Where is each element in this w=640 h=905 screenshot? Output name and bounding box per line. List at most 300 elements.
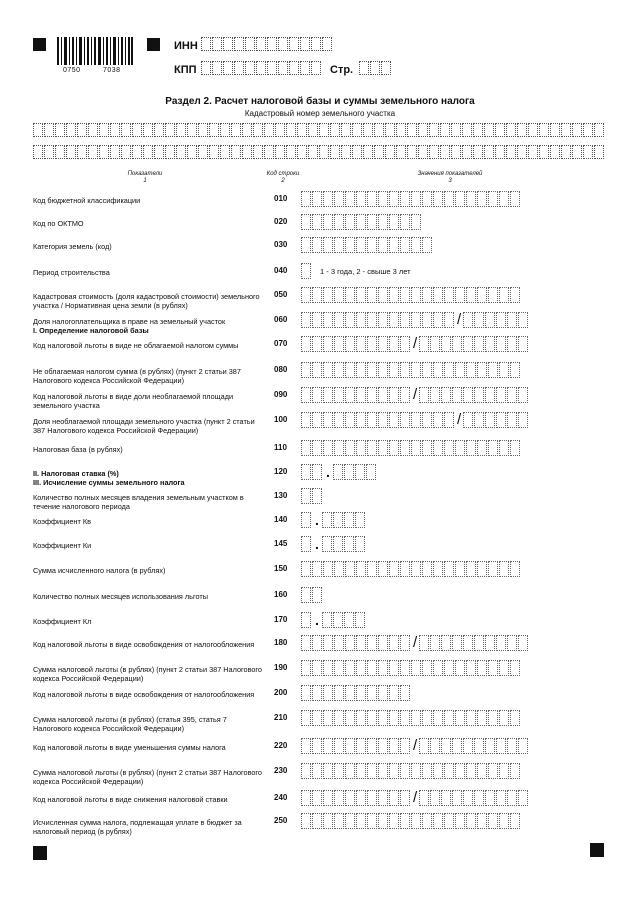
input-cell[interactable] — [344, 536, 354, 552]
input-cell[interactable] — [367, 237, 377, 253]
input-cell[interactable] — [389, 362, 399, 378]
cadastral-cell[interactable] — [242, 123, 252, 137]
input-cell[interactable] — [419, 635, 429, 651]
input-cell[interactable] — [485, 635, 495, 651]
input-cell[interactable] — [345, 237, 355, 253]
cadastral-cell[interactable] — [330, 123, 340, 137]
input-cell[interactable] — [455, 763, 465, 779]
cadastral-cell[interactable] — [231, 123, 241, 137]
input-cell[interactable] — [312, 488, 322, 504]
value-field-250[interactable] — [301, 813, 521, 829]
cadastral-cell[interactable] — [132, 123, 142, 137]
value-field-140[interactable] — [301, 512, 366, 528]
input-cell[interactable] — [430, 635, 440, 651]
value-field-210[interactable] — [301, 710, 521, 726]
cadastral-cell[interactable] — [539, 145, 549, 159]
cadastral-cell[interactable] — [242, 145, 252, 159]
input-cell[interactable] — [356, 312, 366, 328]
input-cell[interactable] — [378, 635, 388, 651]
input-cell[interactable] — [466, 362, 476, 378]
cadastral-cell[interactable] — [319, 123, 329, 137]
input-cell[interactable] — [345, 214, 355, 230]
input-cell[interactable] — [455, 813, 465, 829]
input-cell[interactable] — [488, 763, 498, 779]
input-cell[interactable] — [463, 412, 473, 428]
input-cell[interactable] — [334, 191, 344, 207]
cadastral-cell[interactable] — [440, 123, 450, 137]
input-cell[interactable] — [466, 660, 476, 676]
input-cell[interactable] — [301, 512, 311, 528]
input-cell[interactable] — [334, 790, 344, 806]
cadastral-cell[interactable] — [187, 123, 197, 137]
cadastral-cell[interactable] — [165, 123, 175, 137]
input-cell[interactable] — [463, 738, 473, 754]
cadastral-cell[interactable] — [264, 123, 274, 137]
input-cell[interactable] — [301, 387, 311, 403]
input-cell[interactable] — [510, 287, 520, 303]
cadastral-cell[interactable] — [209, 123, 219, 137]
input-cell[interactable] — [301, 263, 311, 279]
cadastral-cell[interactable] — [594, 123, 604, 137]
input-cell[interactable] — [356, 387, 366, 403]
input-cell[interactable] — [312, 685, 322, 701]
input-cell[interactable] — [433, 561, 443, 577]
input-cell[interactable] — [312, 635, 322, 651]
input-cell[interactable] — [323, 710, 333, 726]
cadastral-cell[interactable] — [550, 145, 560, 159]
cadastral-cell[interactable] — [517, 123, 527, 137]
input-cell[interactable] — [378, 387, 388, 403]
input-cell[interactable] — [355, 536, 365, 552]
input-cell[interactable] — [334, 214, 344, 230]
input-cell[interactable] — [400, 312, 410, 328]
cadastral-cell[interactable] — [473, 145, 483, 159]
input-cell[interactable] — [430, 738, 440, 754]
input-cell[interactable] — [323, 790, 333, 806]
input-cell[interactable] — [378, 738, 388, 754]
input-cell[interactable] — [510, 660, 520, 676]
input-cell[interactable] — [301, 336, 311, 352]
input-cell[interactable] — [389, 738, 399, 754]
input-cell[interactable] — [345, 287, 355, 303]
input-cell[interactable] — [345, 412, 355, 428]
cadastral-cell[interactable] — [154, 145, 164, 159]
cadastral-cell[interactable] — [209, 145, 219, 159]
cadastral-cell[interactable] — [462, 145, 472, 159]
value-field-080[interactable] — [301, 362, 521, 378]
input-cell[interactable] — [323, 191, 333, 207]
input-cell[interactable] — [433, 440, 443, 456]
input-cell[interactable] — [312, 561, 322, 577]
cadastral-cell[interactable] — [484, 123, 494, 137]
cadastral-cell[interactable] — [187, 145, 197, 159]
input-cell[interactable] — [419, 790, 429, 806]
input-cell[interactable] — [334, 763, 344, 779]
input-cell[interactable] — [499, 763, 509, 779]
value-field-060[interactable] — [301, 312, 529, 328]
input-cell[interactable] — [312, 813, 322, 829]
value-field-010[interactable] — [301, 191, 521, 207]
input-cell[interactable] — [356, 790, 366, 806]
cadastral-cell[interactable] — [253, 123, 263, 137]
cadastral-cell[interactable] — [77, 123, 87, 137]
input-cell[interactable] — [389, 412, 399, 428]
cadastral-cell[interactable] — [231, 145, 241, 159]
input-cell[interactable] — [474, 635, 484, 651]
cadastral-cell[interactable] — [341, 145, 351, 159]
value-field-240[interactable] — [301, 790, 529, 806]
input-cell[interactable] — [411, 214, 421, 230]
input-cell[interactable] — [455, 287, 465, 303]
input-cell[interactable] — [518, 738, 528, 754]
cadastral-cell[interactable] — [495, 123, 505, 137]
input-cell[interactable] — [345, 387, 355, 403]
cadastral-cell[interactable] — [418, 123, 428, 137]
cadastral-cell[interactable] — [308, 123, 318, 137]
input-cell[interactable] — [356, 763, 366, 779]
input-cell[interactable] — [378, 362, 388, 378]
input-cell[interactable] — [496, 738, 506, 754]
input-cell[interactable] — [444, 660, 454, 676]
input-cell[interactable] — [422, 763, 432, 779]
input-cell[interactable] — [378, 440, 388, 456]
input-cell[interactable] — [355, 464, 365, 480]
input-cell[interactable] — [334, 710, 344, 726]
input-cell[interactable] — [488, 287, 498, 303]
input-cell[interactable] — [312, 587, 322, 603]
input-cell[interactable] — [334, 561, 344, 577]
cadastral-cell[interactable] — [110, 123, 120, 137]
input-cell[interactable] — [301, 214, 311, 230]
page-number-field[interactable] — [359, 61, 392, 77]
input-cell[interactable] — [312, 464, 322, 480]
input-cell[interactable] — [301, 710, 311, 726]
cadastral-cell[interactable] — [451, 145, 461, 159]
input-cell[interactable] — [510, 561, 520, 577]
input-cell[interactable] — [334, 635, 344, 651]
input-cell[interactable] — [366, 464, 376, 480]
input-cell[interactable] — [367, 336, 377, 352]
input-cell[interactable] — [507, 312, 517, 328]
input-cell[interactable] — [334, 440, 344, 456]
input-cell[interactable] — [323, 561, 333, 577]
input-cell[interactable] — [455, 710, 465, 726]
cadastral-cell[interactable] — [539, 123, 549, 137]
cadastral-cell[interactable] — [407, 123, 417, 137]
input-cell[interactable] — [419, 336, 429, 352]
input-cell[interactable] — [312, 710, 322, 726]
input-cell[interactable] — [312, 312, 322, 328]
input-cell[interactable] — [477, 561, 487, 577]
input-cell[interactable] — [389, 440, 399, 456]
input-cell[interactable] — [389, 336, 399, 352]
value-field-070[interactable] — [301, 336, 529, 352]
cadastral-cell[interactable] — [363, 145, 373, 159]
input-cell[interactable] — [474, 412, 484, 428]
input-cell[interactable] — [510, 813, 520, 829]
input-cell[interactable] — [301, 660, 311, 676]
input-cell[interactable] — [301, 587, 311, 603]
input-cell[interactable] — [356, 813, 366, 829]
value-field-190[interactable] — [301, 660, 521, 676]
cadastral-cell[interactable] — [275, 145, 285, 159]
input-cell[interactable] — [518, 635, 528, 651]
input-cell[interactable] — [496, 412, 506, 428]
cadastral-cell[interactable] — [418, 145, 428, 159]
cadastral-cell[interactable] — [44, 123, 54, 137]
cadastral-cell[interactable] — [297, 145, 307, 159]
input-cell[interactable] — [411, 362, 421, 378]
input-cell[interactable] — [378, 685, 388, 701]
value-field-100[interactable] — [301, 412, 529, 428]
input-cell[interactable] — [452, 387, 462, 403]
input-cell[interactable] — [444, 813, 454, 829]
value-field-110[interactable] — [301, 440, 521, 456]
input-cell[interactable] — [322, 612, 332, 628]
input-cell[interactable] — [444, 312, 454, 328]
input-cell[interactable] — [367, 685, 377, 701]
input-cell[interactable] — [378, 214, 388, 230]
input-cell[interactable] — [367, 387, 377, 403]
input-cell[interactable] — [452, 738, 462, 754]
cadastral-cell[interactable] — [110, 145, 120, 159]
input-cell[interactable] — [485, 336, 495, 352]
input-cell[interactable] — [323, 813, 333, 829]
cadastral-cell[interactable] — [385, 145, 395, 159]
input-cell[interactable] — [477, 763, 487, 779]
input-cell[interactable] — [345, 336, 355, 352]
input-cell[interactable] — [345, 738, 355, 754]
input-cell[interactable] — [485, 412, 495, 428]
input-cell[interactable] — [322, 512, 332, 528]
input-cell[interactable] — [400, 710, 410, 726]
input-cell[interactable] — [344, 612, 354, 628]
input-cell[interactable] — [441, 336, 451, 352]
input-cell[interactable] — [400, 738, 410, 754]
input-cell[interactable] — [433, 412, 443, 428]
cadastral-cell[interactable] — [572, 123, 582, 137]
cadastral-cell[interactable] — [88, 123, 98, 137]
cadastral-cell[interactable] — [66, 123, 76, 137]
input-cell[interactable] — [499, 191, 509, 207]
input-cell[interactable] — [400, 214, 410, 230]
input-cell[interactable] — [378, 710, 388, 726]
input-cell[interactable] — [507, 387, 517, 403]
value-field-160[interactable] — [301, 587, 323, 603]
input-cell[interactable] — [499, 362, 509, 378]
value-field-120[interactable] — [301, 464, 377, 480]
input-cell[interactable] — [333, 512, 343, 528]
input-cell[interactable] — [411, 412, 421, 428]
input-cell[interactable] — [334, 660, 344, 676]
input-cell[interactable] — [345, 440, 355, 456]
input-cell[interactable] — [485, 312, 495, 328]
input-cell[interactable] — [355, 612, 365, 628]
cadastral-cell[interactable] — [99, 145, 109, 159]
input-cell[interactable] — [400, 336, 410, 352]
input-cell[interactable] — [488, 362, 498, 378]
input-cell[interactable] — [378, 412, 388, 428]
cadastral-cell[interactable] — [451, 123, 461, 137]
input-cell[interactable] — [389, 685, 399, 701]
input-cell[interactable] — [430, 790, 440, 806]
cadastral-cell[interactable] — [330, 145, 340, 159]
cadastral-cell[interactable] — [143, 145, 153, 159]
input-cell[interactable] — [466, 813, 476, 829]
input-cell[interactable] — [463, 312, 473, 328]
cadastral-cell[interactable] — [396, 145, 406, 159]
cadastral-cell[interactable] — [572, 145, 582, 159]
input-cell[interactable] — [422, 362, 432, 378]
input-cell[interactable] — [441, 635, 451, 651]
input-cell[interactable] — [312, 387, 322, 403]
input-cell[interactable] — [400, 790, 410, 806]
input-cell[interactable] — [485, 790, 495, 806]
input-cell[interactable] — [312, 763, 322, 779]
input-cell[interactable] — [400, 561, 410, 577]
input-cell[interactable] — [411, 237, 421, 253]
cadastral-cell[interactable] — [374, 123, 384, 137]
input-cell[interactable] — [422, 813, 432, 829]
input-cell[interactable] — [301, 561, 311, 577]
input-cell[interactable] — [488, 440, 498, 456]
cadastral-cell[interactable] — [77, 145, 87, 159]
input-cell[interactable] — [389, 387, 399, 403]
input-cell[interactable] — [312, 412, 322, 428]
input-cell[interactable] — [422, 660, 432, 676]
cadastral-cell[interactable] — [308, 145, 318, 159]
cadastral-cell[interactable] — [462, 123, 472, 137]
cadastral-cell[interactable] — [297, 123, 307, 137]
input-cell[interactable] — [312, 191, 322, 207]
input-cell[interactable] — [334, 287, 344, 303]
cadastral-cell[interactable] — [33, 145, 43, 159]
input-cell[interactable] — [466, 710, 476, 726]
cadastral-cell[interactable] — [407, 145, 417, 159]
input-cell[interactable] — [433, 191, 443, 207]
input-cell[interactable] — [422, 412, 432, 428]
input-cell[interactable] — [455, 561, 465, 577]
input-cell[interactable] — [474, 387, 484, 403]
input-cell[interactable] — [499, 660, 509, 676]
input-cell[interactable] — [334, 412, 344, 428]
cadastral-cell[interactable] — [99, 123, 109, 137]
input-cell[interactable] — [400, 763, 410, 779]
cadastral-number-row-1[interactable] — [33, 123, 605, 139]
input-cell[interactable] — [356, 710, 366, 726]
input-cell[interactable] — [312, 362, 322, 378]
input-cell[interactable] — [389, 214, 399, 230]
input-cell[interactable] — [323, 738, 333, 754]
input-cell[interactable] — [301, 685, 311, 701]
input-cell[interactable] — [496, 635, 506, 651]
input-cell[interactable] — [356, 561, 366, 577]
cadastral-cell[interactable] — [506, 145, 516, 159]
cadastral-cell[interactable] — [198, 123, 208, 137]
cadastral-cell[interactable] — [352, 123, 362, 137]
input-cell[interactable] — [466, 440, 476, 456]
input-cell[interactable] — [389, 561, 399, 577]
input-cell[interactable] — [323, 387, 333, 403]
input-cell[interactable] — [301, 488, 311, 504]
input-cell[interactable] — [400, 387, 410, 403]
value-field-230[interactable] — [301, 763, 521, 779]
input-cell[interactable] — [367, 738, 377, 754]
input-cell[interactable] — [367, 412, 377, 428]
value-field-040[interactable] — [301, 263, 411, 279]
input-cell[interactable] — [430, 336, 440, 352]
value-field-145[interactable] — [301, 536, 366, 552]
input-cell[interactable] — [301, 790, 311, 806]
input-cell[interactable] — [356, 362, 366, 378]
input-cell[interactable] — [510, 710, 520, 726]
input-cell[interactable] — [411, 312, 421, 328]
input-cell[interactable] — [367, 312, 377, 328]
input-cell[interactable] — [345, 561, 355, 577]
input-cell[interactable] — [433, 287, 443, 303]
input-cell[interactable] — [499, 710, 509, 726]
cadastral-cell[interactable] — [363, 123, 373, 137]
input-cell[interactable] — [400, 685, 410, 701]
input-cell[interactable] — [356, 191, 366, 207]
input-cell[interactable] — [345, 790, 355, 806]
cadastral-cell[interactable] — [143, 123, 153, 137]
input-cell[interactable] — [301, 536, 311, 552]
cadastral-cell[interactable] — [286, 123, 296, 137]
input-cell[interactable] — [474, 738, 484, 754]
input-cell[interactable] — [323, 336, 333, 352]
input-cell[interactable] — [455, 362, 465, 378]
input-cell[interactable] — [323, 412, 333, 428]
input-cell[interactable] — [455, 440, 465, 456]
cadastral-cell[interactable] — [264, 145, 274, 159]
input-cell[interactable] — [411, 440, 421, 456]
input-cell[interactable] — [430, 387, 440, 403]
input-cell[interactable] — [474, 336, 484, 352]
input-cell[interactable] — [507, 635, 517, 651]
value-field-050[interactable] — [301, 287, 521, 303]
cadastral-cell[interactable] — [561, 145, 571, 159]
cadastral-cell[interactable] — [253, 145, 263, 159]
input-cell[interactable] — [301, 440, 311, 456]
input-cell[interactable] — [312, 336, 322, 352]
input-cell[interactable] — [488, 191, 498, 207]
input-cell[interactable] — [411, 763, 421, 779]
input-cell[interactable] — [422, 561, 432, 577]
input-cell[interactable] — [344, 464, 354, 480]
input-cell[interactable] — [444, 412, 454, 428]
input-cell[interactable] — [463, 336, 473, 352]
input-cell[interactable] — [444, 763, 454, 779]
input-cell[interactable] — [400, 635, 410, 651]
input-cell[interactable] — [334, 813, 344, 829]
input-cell[interactable] — [411, 191, 421, 207]
input-cell[interactable] — [333, 612, 343, 628]
cadastral-cell[interactable] — [352, 145, 362, 159]
input-cell[interactable] — [367, 813, 377, 829]
input-cell[interactable] — [356, 237, 366, 253]
input-cell[interactable] — [344, 512, 354, 528]
input-cell[interactable] — [422, 191, 432, 207]
input-cell[interactable] — [477, 362, 487, 378]
input-cell[interactable] — [323, 763, 333, 779]
cadastral-number-row-2[interactable] — [33, 145, 605, 161]
cadastral-cell[interactable] — [154, 123, 164, 137]
input-cell[interactable] — [367, 790, 377, 806]
input-cell[interactable] — [312, 790, 322, 806]
cadastral-cell[interactable] — [561, 123, 571, 137]
input-cell[interactable] — [378, 813, 388, 829]
